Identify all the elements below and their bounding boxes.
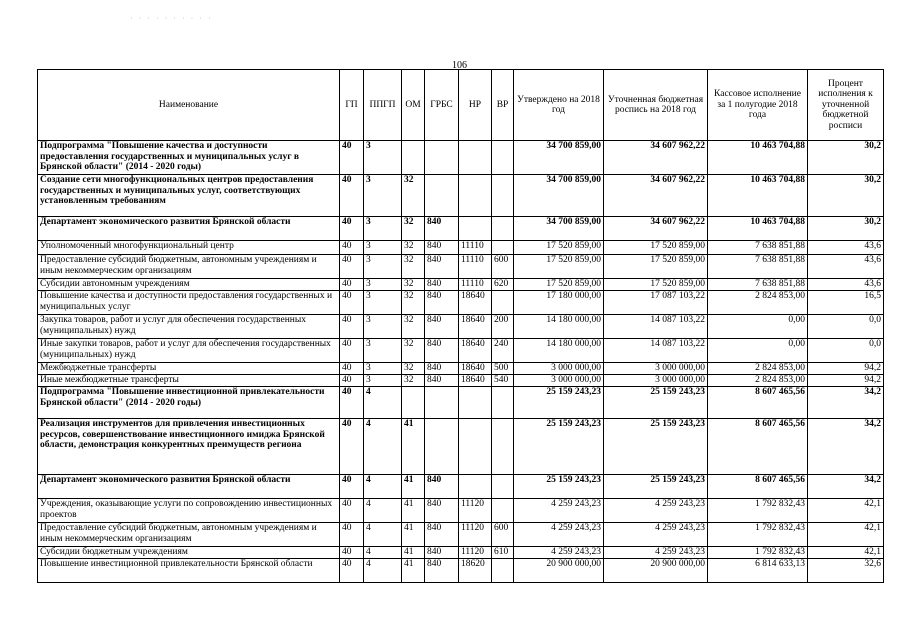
cell-percent: 43,6 <box>808 279 884 291</box>
cell-cash: 7 638 851,88 <box>708 241 808 255</box>
cell-name: Предоставление субсидий бюджетным, автономным учреждениям и иным некоммерческим организациям <box>38 523 340 547</box>
cell-grbs: 840 <box>425 523 459 547</box>
cell-vr <box>492 291 514 315</box>
cell-percent: 94,2 <box>808 375 884 387</box>
cell-nr: 18620 <box>459 559 492 583</box>
cell-refined: 34 607 962,22 <box>604 141 708 175</box>
cell-ppgp: 3 <box>364 291 402 315</box>
cell-om: 32 <box>402 291 425 315</box>
cell-gp: 40 <box>340 547 364 559</box>
cell-approved: 3 000 000,00 <box>514 363 604 375</box>
cell-ppgp: 4 <box>364 387 402 419</box>
cell-om <box>402 141 425 175</box>
cell-nr: 11110 <box>459 241 492 255</box>
cell-cash: 0,00 <box>708 339 808 363</box>
cell-cash: 2 824 853,00 <box>708 291 808 315</box>
cell-gp: 40 <box>340 279 364 291</box>
cell-om: 41 <box>402 559 425 583</box>
budget-table <box>37 69 884 583</box>
cell-nr: 18640 <box>459 339 492 363</box>
cell-name: Субсидии бюджетным учреждениям <box>38 547 340 559</box>
cell-name: Подпрограмма "Повышение качества и доступности предоставления государственных и муниципальных услуг в Брянской области" (2014 - 2020 годы) <box>38 141 340 175</box>
cell-refined: 34 607 962,22 <box>604 217 708 241</box>
cell-refined: 3 000 000,00 <box>604 375 708 387</box>
cell-refined: 25 159 243,23 <box>604 475 708 499</box>
cell-ppgp: 3 <box>364 217 402 241</box>
cell-ppgp: 3 <box>364 241 402 255</box>
cell-ppgp: 3 <box>364 141 402 175</box>
cell-nr: 18640 <box>459 315 492 339</box>
cell-ppgp: 3 <box>364 255 402 279</box>
cell-grbs <box>425 419 459 475</box>
cell-ppgp: 4 <box>364 499 402 523</box>
cell-om: 32 <box>402 339 425 363</box>
table-row <box>38 315 884 339</box>
cell-cash: 8 607 465,56 <box>708 419 808 475</box>
cell-nr <box>459 217 492 241</box>
table-row <box>38 363 884 375</box>
cell-percent: 0,0 <box>808 339 884 363</box>
cell-grbs: 840 <box>425 363 459 375</box>
cell-nr: 18640 <box>459 375 492 387</box>
cell-grbs: 840 <box>425 291 459 315</box>
cell-approved: 34 700 859,00 <box>514 141 604 175</box>
cell-percent: 94,2 <box>808 363 884 375</box>
cell-name: Иные закупки товаров, работ и услуг для обеспечения государственных (муниципальных) нужд <box>38 339 340 363</box>
cell-ppgp: 4 <box>364 547 402 559</box>
cell-ppgp: 3 <box>364 375 402 387</box>
cell-name: Повышение качества и доступности предоставления государственных и муниципальных услуг <box>38 291 340 315</box>
cell-vr <box>492 419 514 475</box>
cell-om: 41 <box>402 419 425 475</box>
cell-cash: 2 824 853,00 <box>708 375 808 387</box>
cell-approved: 17 180 000,00 <box>514 291 604 315</box>
cell-grbs: 840 <box>425 559 459 583</box>
col-header: ОМ <box>402 70 425 141</box>
cell-refined: 14 087 103,22 <box>604 315 708 339</box>
cell-vr: 500 <box>492 363 514 375</box>
cell-approved: 25 159 243,23 <box>514 387 604 419</box>
cell-om: 32 <box>402 315 425 339</box>
cell-om: 32 <box>402 175 425 217</box>
cell-approved: 20 900 000,00 <box>514 559 604 583</box>
cell-cash: 10 463 704,88 <box>708 217 808 241</box>
cell-nr: 11120 <box>459 523 492 547</box>
cell-refined: 4 259 243,23 <box>604 499 708 523</box>
cell-percent: 34,2 <box>808 475 884 499</box>
cell-refined: 4 259 243,23 <box>604 523 708 547</box>
cell-gp: 40 <box>340 315 364 339</box>
table-header <box>38 70 884 141</box>
cell-nr <box>459 141 492 175</box>
cell-gp: 40 <box>340 255 364 279</box>
table-row <box>38 523 884 547</box>
cell-ppgp: 4 <box>364 523 402 547</box>
cell-vr: 620 <box>492 279 514 291</box>
cell-cash: 0,00 <box>708 315 808 339</box>
cell-name: Субсидии автономным учреждениям <box>38 279 340 291</box>
cell-nr <box>459 419 492 475</box>
cell-ppgp: 4 <box>364 475 402 499</box>
cell-approved: 14 180 000,00 <box>514 339 604 363</box>
cell-nr: 11120 <box>459 499 492 523</box>
cell-approved: 17 520 859,00 <box>514 241 604 255</box>
cell-refined: 17 520 859,00 <box>604 241 708 255</box>
col-header: Утверждено на 2018 год <box>514 70 604 141</box>
table-row <box>38 291 884 315</box>
cell-name: Департамент экономического развития Брянской области <box>38 475 340 499</box>
cell-nr: 11110 <box>459 255 492 279</box>
cell-percent: 30,2 <box>808 141 884 175</box>
cell-nr: 11110 <box>459 279 492 291</box>
cell-grbs <box>425 387 459 419</box>
scan-noise: · · · · · · · · · · <box>130 14 213 23</box>
cell-name: Уполномоченный многофункциональный центр <box>38 241 340 255</box>
cell-gp: 40 <box>340 175 364 217</box>
cell-gp: 40 <box>340 241 364 255</box>
cell-vr <box>492 141 514 175</box>
cell-cash: 7 638 851,88 <box>708 279 808 291</box>
cell-vr <box>492 475 514 499</box>
cell-approved: 25 159 243,23 <box>514 419 604 475</box>
cell-om: 32 <box>402 241 425 255</box>
cell-nr: 11120 <box>459 547 492 559</box>
table-row <box>38 375 884 387</box>
cell-percent: 30,2 <box>808 175 884 217</box>
cell-name: Иные межбюджетные трансферты <box>38 375 340 387</box>
cell-gp: 40 <box>340 559 364 583</box>
cell-grbs: 840 <box>425 279 459 291</box>
cell-nr: 18640 <box>459 291 492 315</box>
col-header: ГП <box>340 70 364 141</box>
cell-percent: 30,2 <box>808 217 884 241</box>
cell-approved: 14 180 000,00 <box>514 315 604 339</box>
cell-refined: 14 087 103,22 <box>604 339 708 363</box>
cell-cash: 1 792 832,43 <box>708 499 808 523</box>
cell-cash: 6 814 633,13 <box>708 559 808 583</box>
cell-vr: 200 <box>492 315 514 339</box>
cell-refined: 25 159 243,23 <box>604 419 708 475</box>
cell-grbs: 840 <box>425 315 459 339</box>
col-header: НР <box>459 70 492 141</box>
cell-vr <box>492 387 514 419</box>
col-header: Уточненная бюджетная роспись на 2018 год <box>604 70 708 141</box>
col-header: Наименование <box>38 70 340 141</box>
cell-approved: 25 159 243,23 <box>514 475 604 499</box>
cell-vr: 600 <box>492 523 514 547</box>
cell-om: 41 <box>402 547 425 559</box>
cell-ppgp: 3 <box>364 315 402 339</box>
cell-approved: 4 259 243,23 <box>514 499 604 523</box>
cell-vr: 600 <box>492 255 514 279</box>
cell-percent: 34,2 <box>808 419 884 475</box>
table-row <box>38 547 884 559</box>
table-row <box>38 475 884 499</box>
cell-name: Департамент экономического развития Брянской области <box>38 217 340 241</box>
cell-vr: 610 <box>492 547 514 559</box>
cell-name: Подпрограмма "Повышение инвестиционной привлекательности Брянской области" (2014 - 2020 годы) <box>38 387 340 419</box>
cell-om: 41 <box>402 475 425 499</box>
cell-ppgp: 3 <box>364 279 402 291</box>
cell-refined: 3 000 000,00 <box>604 363 708 375</box>
cell-name: Учреждения, оказывающие услуги по сопровождению инвестиционных проектов <box>38 499 340 523</box>
cell-om: 32 <box>402 375 425 387</box>
cell-om: 32 <box>402 363 425 375</box>
cell-refined: 25 159 243,23 <box>604 387 708 419</box>
cell-percent: 42,1 <box>808 547 884 559</box>
table-row <box>38 217 884 241</box>
cell-grbs: 840 <box>425 475 459 499</box>
cell-ppgp: 3 <box>364 363 402 375</box>
cell-approved: 17 520 859,00 <box>514 255 604 279</box>
cell-cash: 8 607 465,56 <box>708 475 808 499</box>
cell-nr: 18640 <box>459 363 492 375</box>
table-row <box>38 559 884 583</box>
cell-vr <box>492 499 514 523</box>
cell-refined: 20 900 000,00 <box>604 559 708 583</box>
table-row <box>38 339 884 363</box>
cell-ppgp: 4 <box>364 559 402 583</box>
cell-vr <box>492 175 514 217</box>
col-header: ГРБС <box>425 70 459 141</box>
cell-grbs: 840 <box>425 547 459 559</box>
cell-percent: 32,6 <box>808 559 884 583</box>
cell-name: Создание сети многофункциональных центров предоставления государственных и муниципальных услуг, соответствующих установленным требованиям <box>38 175 340 217</box>
cell-approved: 34 700 859,00 <box>514 217 604 241</box>
cell-name: Предоставление субсидий бюджетным, автономным учреждениям и иным некоммерческим организациям <box>38 255 340 279</box>
cell-cash: 2 824 853,00 <box>708 363 808 375</box>
table-row <box>38 255 884 279</box>
cell-grbs: 840 <box>425 339 459 363</box>
cell-grbs: 840 <box>425 499 459 523</box>
cell-grbs: 840 <box>425 255 459 279</box>
cell-cash: 10 463 704,88 <box>708 141 808 175</box>
cell-percent: 43,6 <box>808 241 884 255</box>
cell-refined: 17 520 859,00 <box>604 255 708 279</box>
cell-grbs <box>425 141 459 175</box>
col-header: Кассовое исполнение за 1 полугодие 2018 года <box>708 70 808 141</box>
cell-vr: 240 <box>492 339 514 363</box>
cell-vr: 540 <box>492 375 514 387</box>
cell-gp: 40 <box>340 339 364 363</box>
cell-nr <box>459 475 492 499</box>
table-row <box>38 175 884 217</box>
cell-gp: 40 <box>340 291 364 315</box>
cell-approved: 17 520 859,00 <box>514 279 604 291</box>
cell-refined: 17 520 859,00 <box>604 279 708 291</box>
cell-cash: 8 607 465,56 <box>708 387 808 419</box>
cell-vr <box>492 217 514 241</box>
cell-percent: 42,1 <box>808 523 884 547</box>
cell-om: 41 <box>402 499 425 523</box>
table-row <box>38 279 884 291</box>
cell-name: Реализация инструментов для привлечения инвестиционных ресурсов, совершенствование инвестиционного имиджа Брянской области, демонстрация конкурентных преимуществ региона <box>38 419 340 475</box>
cell-gp: 40 <box>340 499 364 523</box>
cell-ppgp: 3 <box>364 339 402 363</box>
cell-refined: 17 087 103,22 <box>604 291 708 315</box>
cell-gp: 40 <box>340 387 364 419</box>
cell-percent: 16,5 <box>808 291 884 315</box>
cell-refined: 4 259 243,23 <box>604 547 708 559</box>
cell-gp: 40 <box>340 141 364 175</box>
page-number: 106 <box>452 60 467 71</box>
cell-ppgp: 4 <box>364 419 402 475</box>
cell-cash: 1 792 832,43 <box>708 547 808 559</box>
cell-name: Межбюджетные трансферты <box>38 363 340 375</box>
cell-grbs <box>425 175 459 217</box>
cell-cash: 10 463 704,88 <box>708 175 808 217</box>
cell-grbs: 840 <box>425 241 459 255</box>
cell-gp: 40 <box>340 523 364 547</box>
cell-nr <box>459 175 492 217</box>
cell-grbs: 840 <box>425 375 459 387</box>
cell-percent: 34,2 <box>808 387 884 419</box>
cell-cash: 7 638 851,88 <box>708 255 808 279</box>
cell-approved: 34 700 859,00 <box>514 175 604 217</box>
table-row <box>38 241 884 255</box>
cell-percent: 0,0 <box>808 315 884 339</box>
cell-gp: 40 <box>340 217 364 241</box>
cell-cash: 1 792 832,43 <box>708 523 808 547</box>
cell-om: 32 <box>402 255 425 279</box>
col-header: Процент исполнения к уточненной бюджетной росписи <box>808 70 884 141</box>
cell-approved: 3 000 000,00 <box>514 375 604 387</box>
cell-gp: 40 <box>340 375 364 387</box>
cell-ppgp: 3 <box>364 175 402 217</box>
cell-gp: 40 <box>340 419 364 475</box>
cell-percent: 43,6 <box>808 255 884 279</box>
cell-percent: 42,1 <box>808 499 884 523</box>
cell-gp: 40 <box>340 475 364 499</box>
cell-vr <box>492 241 514 255</box>
col-header: ППГП <box>364 70 402 141</box>
cell-om: 41 <box>402 523 425 547</box>
cell-refined: 34 607 962,22 <box>604 175 708 217</box>
cell-approved: 4 259 243,23 <box>514 547 604 559</box>
cell-om: 32 <box>402 279 425 291</box>
table-row <box>38 499 884 523</box>
table-row <box>38 141 884 175</box>
cell-grbs: 840 <box>425 217 459 241</box>
cell-name: Закупка товаров, работ и услуг для обеспечения государственных (муниципальных) нужд <box>38 315 340 339</box>
cell-om: 32 <box>402 217 425 241</box>
cell-approved: 4 259 243,23 <box>514 523 604 547</box>
cell-nr <box>459 387 492 419</box>
cell-om <box>402 387 425 419</box>
table-row <box>38 387 884 419</box>
table-row <box>38 419 884 475</box>
cell-name: Повышение инвестиционной привлекательности Брянской области <box>38 559 340 583</box>
cell-gp: 40 <box>340 363 364 375</box>
cell-vr <box>492 559 514 583</box>
col-header: ВР <box>492 70 514 141</box>
